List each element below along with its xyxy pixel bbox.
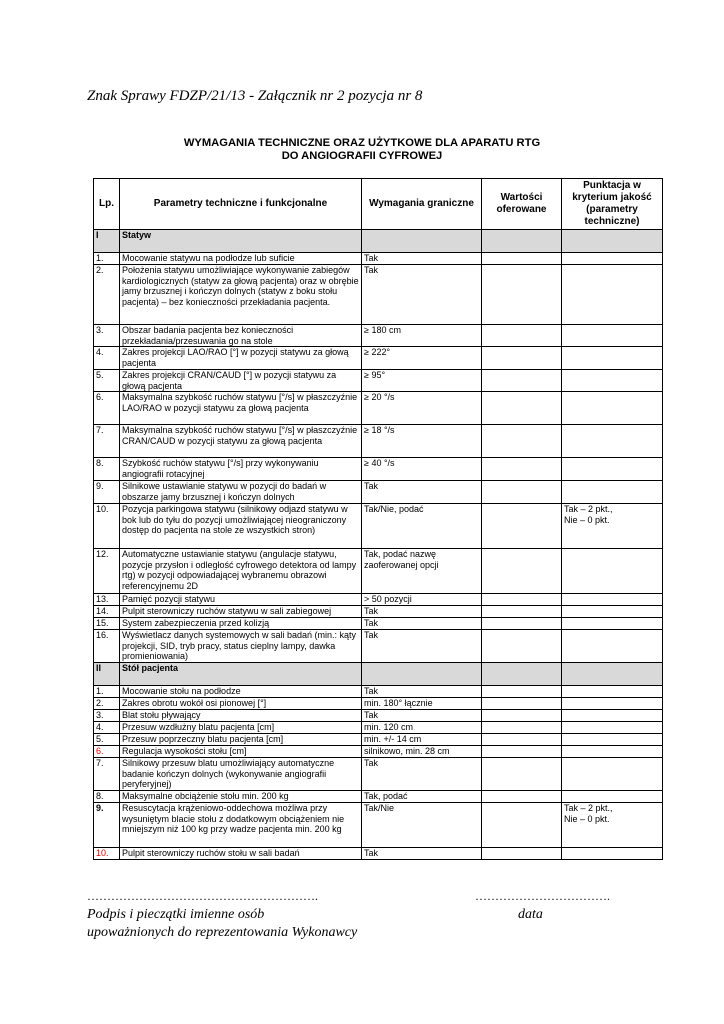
table-row xyxy=(94,325,663,347)
table-row xyxy=(94,686,663,698)
table-row xyxy=(94,425,663,458)
row-requirement: > 50 pozycji xyxy=(362,594,482,606)
section-empty-cell xyxy=(562,230,663,253)
table-row xyxy=(94,618,663,630)
row-number: 2. xyxy=(94,698,120,710)
title-line-2: DO ANGIOGRAFII CYFROWEJ xyxy=(281,150,443,162)
row-score xyxy=(562,253,663,265)
table-row xyxy=(94,710,663,722)
header-parameters: Parametry techniczne i funkcjonalne xyxy=(120,179,362,230)
row-number: 3. xyxy=(94,325,120,347)
signature-line-1: Podpis i pieczątki imienne osób xyxy=(87,907,265,922)
row-parameter: Mocowanie statywu na podłodze lub suficie xyxy=(120,253,362,265)
row-score xyxy=(562,594,663,606)
table-row xyxy=(94,848,663,860)
table-row xyxy=(94,722,663,734)
row-requirement: Tak xyxy=(362,848,482,860)
row-number: 6. xyxy=(94,746,120,758)
row-number: 7. xyxy=(94,425,120,458)
row-requirement: ≥ 95° xyxy=(362,370,482,392)
row-parameter: Zakres projekcji LAO/RAO [°] w pozycji statywu za głową pacjenta xyxy=(120,347,362,370)
document-reference: Znak Sprawy FDZP/21/13 - Załącznik nr 2 pozycja nr 8 xyxy=(87,88,423,104)
row-requirement: Tak xyxy=(362,686,482,698)
table-row xyxy=(94,458,663,481)
section-row xyxy=(94,663,663,686)
table-row xyxy=(94,265,663,325)
table-row xyxy=(94,504,663,549)
signature-caption xyxy=(87,906,357,942)
table-row xyxy=(94,392,663,425)
row-requirement: min. 180° łącznie xyxy=(362,698,482,710)
row-number: 7. xyxy=(94,758,120,791)
row-offered-value[interactable] xyxy=(482,392,562,425)
row-parameter: Silnikowy przesuw blatu umożliwiający automatyczne badanie kończyn dolnych (wykonywanie angiografii peryferyjnej) xyxy=(120,758,362,791)
row-score xyxy=(562,722,663,734)
date-dots: ……………………………. xyxy=(475,889,610,903)
row-score: Tak – 2 pkt., Nie – 0 pkt. xyxy=(562,504,663,549)
row-offered-value[interactable] xyxy=(482,630,562,663)
row-score xyxy=(562,370,663,392)
row-number: 8. xyxy=(94,458,120,481)
row-requirement: ≥ 20 °/s xyxy=(362,392,482,425)
row-parameter: Położenia statywu umożliwiające wykonywanie zabiegów kardiologicznych (statyw za głową pacjenta) oraz w obrębie jamy brzusznej i kończyn dolnych (statyw z boku stołu pacjenta) – bez konieczności przekładania pacjenta. xyxy=(120,265,362,325)
row-offered-value[interactable] xyxy=(482,746,562,758)
row-offered-value[interactable] xyxy=(482,370,562,392)
row-number: 4. xyxy=(94,347,120,370)
row-offered-value[interactable] xyxy=(482,549,562,594)
row-parameter: Regulacja wysokości stołu [cm] xyxy=(120,746,362,758)
row-parameter: Wyświetlacz danych systemowych w sali badań (min.: kąty projekcji, SID, tryb pracy, status cieplny lampy, dawka promieniowania) xyxy=(120,630,362,663)
row-number: 3. xyxy=(94,710,120,722)
document-title xyxy=(120,137,604,163)
row-offered-value[interactable] xyxy=(482,791,562,803)
row-offered-value[interactable] xyxy=(482,758,562,791)
section-empty-cell xyxy=(362,230,482,253)
row-score xyxy=(562,791,663,803)
row-number: 12. xyxy=(94,549,120,594)
row-offered-value[interactable] xyxy=(482,803,562,848)
row-number: 10. xyxy=(94,848,120,860)
row-number: 9. xyxy=(94,803,120,848)
header-requirements: Wymagania graniczne xyxy=(362,179,482,230)
row-score xyxy=(562,758,663,791)
row-score xyxy=(562,746,663,758)
row-requirement: ≥ 180 cm xyxy=(362,325,482,347)
row-number: 8. xyxy=(94,791,120,803)
row-offered-value[interactable] xyxy=(482,481,562,504)
row-number: 14. xyxy=(94,606,120,618)
table-row xyxy=(94,370,663,392)
section-number: II xyxy=(94,663,120,686)
row-parameter: Szybkość ruchów statywu [°/s] przy wykonywaniu angiografii rotacyjnej xyxy=(120,458,362,481)
row-offered-value[interactable] xyxy=(482,686,562,698)
row-number: 2. xyxy=(94,265,120,325)
row-parameter: Blat stołu pływający xyxy=(120,710,362,722)
row-score xyxy=(562,392,663,425)
row-parameter: Pozycja parkingowa statywu (silnikowy odjazd statywu w bok lub do tyłu do pozycji umożliwiającej nieograniczony dostęp do pacjenta na stole ze wszystkich stron) xyxy=(120,504,362,549)
row-score xyxy=(562,734,663,746)
row-parameter: Przesuw poprzeczny blatu pacjenta [cm] xyxy=(120,734,362,746)
row-score xyxy=(562,347,663,370)
row-requirement: Tak xyxy=(362,481,482,504)
row-score xyxy=(562,265,663,325)
row-requirement: Tak, podać xyxy=(362,791,482,803)
table-row xyxy=(94,746,663,758)
row-parameter: Maksymalne obciążenie stołu min. 200 kg xyxy=(120,791,362,803)
row-offered-value[interactable] xyxy=(482,253,562,265)
row-parameter: Silnikowe ustawianie statywu w pozycji do badań w obszarze jamy brzusznej i kończyn dolnych xyxy=(120,481,362,504)
row-score xyxy=(562,848,663,860)
table-row xyxy=(94,549,663,594)
row-parameter: Pamięć pozycji statywu xyxy=(120,594,362,606)
row-offered-value[interactable] xyxy=(482,618,562,630)
row-offered-value[interactable] xyxy=(482,458,562,481)
row-number: 5. xyxy=(94,734,120,746)
row-parameter: Zakres obrotu wokół osi pionowej [°] xyxy=(120,698,362,710)
row-requirement: ≥ 222° xyxy=(362,347,482,370)
section-empty-cell xyxy=(482,663,562,686)
row-requirement: min. +/- 14 cm xyxy=(362,734,482,746)
table-row xyxy=(94,758,663,791)
row-offered-value[interactable] xyxy=(482,848,562,860)
table-row xyxy=(94,481,663,504)
table-header-row xyxy=(94,179,663,230)
row-score xyxy=(562,481,663,504)
row-parameter: Pulpit sterowniczy ruchów stołu w sali badań xyxy=(120,848,362,860)
row-parameter: Resuscytacja krążeniowo-oddechowa możliwa przy wysuniętym blacie stołu z dodatkowym obciążeniem nie mniejszym niż 100 kg przy wadze pacjenta min. 200 kg xyxy=(120,803,362,848)
row-offered-value[interactable] xyxy=(482,710,562,722)
row-offered-value[interactable] xyxy=(482,325,562,347)
row-score xyxy=(562,710,663,722)
row-parameter: Mocowanie stołu na podłodze xyxy=(120,686,362,698)
row-score xyxy=(562,458,663,481)
row-parameter: Maksymalna szybkość ruchów statywu [°/s] w płaszczyźnie LAO/RAO w pozycji statywu za głową pacjenta xyxy=(120,392,362,425)
row-score xyxy=(562,630,663,663)
signature-line-2: upoważnionych do reprezentowania Wykonawcy xyxy=(87,925,358,940)
row-score xyxy=(562,686,663,698)
row-score xyxy=(562,549,663,594)
table-body xyxy=(94,230,663,860)
row-score xyxy=(562,606,663,618)
row-parameter: System zabezpieczenia przed kolizją xyxy=(120,618,362,630)
row-offered-value[interactable] xyxy=(482,504,562,549)
title-line-1: WYMAGANIA TECHNICZNE ORAZ UŻYTKOWE DLA APARATU RTG xyxy=(183,137,541,149)
section-number: I xyxy=(94,230,120,253)
signature-dots: …………………………………………………. xyxy=(87,889,318,903)
section-empty-cell xyxy=(562,663,663,686)
row-offered-value[interactable] xyxy=(482,425,562,458)
section-title: Stół pacjenta xyxy=(120,663,362,686)
row-parameter: Obszar badania pacjenta bez konieczności przekładania/przesuwania go na stole xyxy=(120,325,362,347)
row-score xyxy=(562,325,663,347)
table-row xyxy=(94,606,663,618)
row-number: 13. xyxy=(94,594,120,606)
row-offered-value[interactable] xyxy=(482,606,562,618)
row-number: 9. xyxy=(94,481,120,504)
row-offered-value[interactable] xyxy=(482,722,562,734)
section-empty-cell xyxy=(482,230,562,253)
table-row xyxy=(94,347,663,370)
row-requirement: Tak xyxy=(362,253,482,265)
table-row xyxy=(94,791,663,803)
row-requirement: Tak xyxy=(362,618,482,630)
row-number: 6. xyxy=(94,392,120,425)
row-offered-value[interactable] xyxy=(482,734,562,746)
row-requirement: Tak/Nie, podać xyxy=(362,504,482,549)
table-row xyxy=(94,734,663,746)
header-lp: Lp. xyxy=(94,179,120,230)
table-row xyxy=(94,630,663,663)
row-parameter: Pulpit sterowniczy ruchów statywu w sali zabiegowej xyxy=(120,606,362,618)
row-score xyxy=(562,425,663,458)
header-offered: Wartości oferowane xyxy=(482,179,562,230)
row-requirement: Tak xyxy=(362,630,482,663)
row-number: 10. xyxy=(94,504,120,549)
row-score xyxy=(562,618,663,630)
row-parameter: Maksymalna szybkość ruchów statywu [°/s] w płaszczyźnie CRAN/CAUD w pozycji statywu za głową pacjenta xyxy=(120,425,362,458)
table-row xyxy=(94,253,663,265)
row-number: 5. xyxy=(94,370,120,392)
section-row xyxy=(94,230,663,253)
header-score: Punktacja w kryterium jakość (parametry techniczne) xyxy=(562,179,663,230)
table-row xyxy=(94,594,663,606)
row-offered-value[interactable] xyxy=(482,265,562,325)
row-requirement: Tak xyxy=(362,606,482,618)
row-requirement: Tak xyxy=(362,758,482,791)
row-score xyxy=(562,698,663,710)
row-number: 1. xyxy=(94,686,120,698)
row-requirement: silnikowo, min. 28 cm xyxy=(362,746,482,758)
row-offered-value[interactable] xyxy=(482,347,562,370)
table-row xyxy=(94,803,663,848)
row-requirement: min. 120 cm xyxy=(362,722,482,734)
row-parameter: Automatyczne ustawianie statywu (angulacje statywu, pozycje przysłon i odległość cyfrowego detektora od lampy rtg) w pozycji odpowiadającej wybranemu obrazowi referencyjnemu 2D xyxy=(120,549,362,594)
row-number: 16. xyxy=(94,630,120,663)
row-number: 1. xyxy=(94,253,120,265)
row-parameter: Przesuw wzdłużny blatu pacjenta [cm] xyxy=(120,722,362,734)
row-requirement: Tak, podać nazwę zaoferowanej opcji xyxy=(362,549,482,594)
section-empty-cell xyxy=(362,663,482,686)
row-requirement: ≥ 18 °/s xyxy=(362,425,482,458)
row-requirement: Tak/Nie xyxy=(362,803,482,848)
row-parameter: Zakres projekcji CRAN/CAUD [°] w pozycji statywu za głową pacjenta xyxy=(120,370,362,392)
row-number: 4. xyxy=(94,722,120,734)
row-number: 15. xyxy=(94,618,120,630)
requirements-table xyxy=(93,178,663,860)
row-offered-value[interactable] xyxy=(482,594,562,606)
row-requirement: Tak xyxy=(362,265,482,325)
section-title: Statyw xyxy=(120,230,362,253)
row-offered-value[interactable] xyxy=(482,698,562,710)
row-requirement: Tak xyxy=(362,710,482,722)
row-requirement: ≥ 40 °/s xyxy=(362,458,482,481)
row-score: Tak – 2 pkt., Nie – 0 pkt. xyxy=(562,803,663,848)
table-row xyxy=(94,698,663,710)
date-caption: data xyxy=(518,907,543,922)
